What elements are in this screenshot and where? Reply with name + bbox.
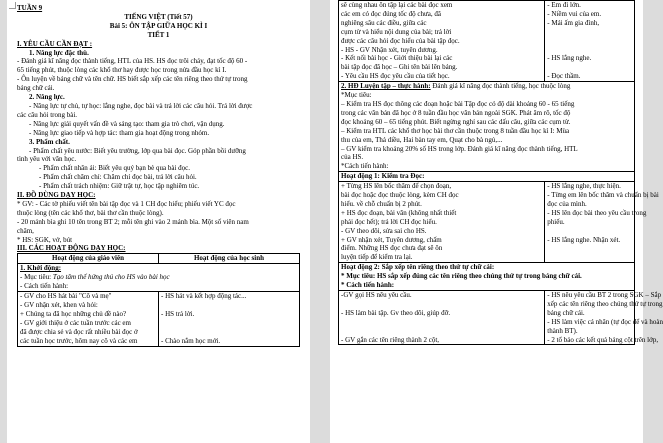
text-line: nghiêng sâu các điều, giữa các [341, 18, 427, 27]
text-line: - Năng lực giao tiếp và hợp tác: tham gia hoạt động trong nhóm. [29, 128, 210, 137]
table-row [18, 292, 300, 346]
activity-2-goal: * Mục tiêu: HS sắp xếp đúng các tên riêng theo chúng thứ tự trong bảng chữ cái. [341, 272, 582, 281]
goal-label: *Mục tiêu: [341, 91, 372, 100]
right-page [330, 0, 663, 443]
text-line: 65 tiếng phút, thuộc lòng các khổ thơ hay được học trong nửa đầu học kì I. [17, 66, 227, 75]
activities-table [17, 253, 300, 346]
text-line: + GV nhận xét, Tuyên dương, chấm [341, 235, 442, 244]
text-line: - Phẩm chất chăm chỉ: Chăm chỉ đọc bài, trả lời câu hỏi. [39, 173, 197, 182]
warmup-title: 1. Khởi động: [20, 264, 62, 273]
text-line: thu của em, Thả diều, Hai bàn tay em, Quạt cho bà ngủ,... [341, 135, 503, 144]
text-line: *Cách tiến hành: [341, 162, 389, 171]
text-line: - Đọc thầm. [547, 72, 581, 81]
spacer [341, 318, 542, 327]
text-line [161, 328, 297, 337]
table-row [339, 182, 635, 263]
practice-title-rest: Đánh giá kĩ năng đọc thành tiếng, học thuộc lòng [432, 82, 571, 91]
text-line: cụm từ và hiểu nội dung của bài; trả lời [341, 27, 452, 36]
student-cell [545, 182, 659, 263]
text-line [161, 319, 297, 328]
week-label: TUẦN 9 [17, 4, 43, 12]
text-line: - GV cho HS hát bài "Cô và mẹ" [20, 292, 112, 301]
text-line: * HS: SGK, vở, bút [17, 235, 73, 244]
teacher-cell [339, 291, 545, 345]
subsection-heading: 3. Phẩm chất. [29, 137, 70, 146]
text-line: - HS trả lời. [161, 309, 195, 318]
text-line: - HS lắng nghe. [547, 54, 592, 63]
section-1-title: I. YÊU CẦU CẦN ĐẠT : [17, 39, 93, 48]
subsection-heading: 2. Năng lực. [29, 93, 65, 102]
warmup-cell [18, 264, 300, 292]
student-cell [545, 1, 635, 82]
text-line: châm, [17, 226, 34, 235]
student-cell [159, 292, 300, 346]
text-line: - Mái ấm gia đình, [547, 18, 600, 27]
text-line: được các câu hỏi đọc hiểu của bài tập đọc. [341, 36, 460, 45]
text-line: – GV kiểm tra khoảng 20% số HS trong lớp. Đánh giá kĩ năng đọc thành tiếng, HTL [341, 144, 578, 153]
spacer [547, 253, 632, 262]
text-line: đọc khoảng 60 – 65 tiếng phút. Biết ngừng nghỉ sau các dấu câu, giữa các cụm từ. [341, 117, 571, 126]
spacer [547, 227, 632, 236]
text-line: xếp các tên riêng theo chúng thứ tự trong [547, 299, 663, 308]
activity-1-title: Hoạt động 1: Kiểm tra Đọc: [341, 172, 425, 181]
spacer [341, 327, 542, 336]
text-line: - GV theo dõi, sửa sai cho HS. [341, 226, 427, 235]
text-line: – Kiểm tra HS đọc thông các đoạn hoặc bài Tập đọc có độ dài khoảng 60 - 65 tiếng [341, 99, 575, 108]
text-line: các em có đọc đúng tốc độ chưa, đã [341, 9, 442, 18]
text-line: luyện tiếp để kiểm tra lại. [341, 253, 413, 262]
practice-title [341, 82, 632, 91]
spacer [547, 37, 632, 46]
text-line: đọc của mình. [547, 199, 587, 208]
text-line: - 2 tổ bảo các kết quả bảng cột trên lớp, [547, 335, 659, 344]
text-line: - Phẩm chất nhân ái: Biết yêu quý bạn bè qua bài đọc. [39, 164, 191, 173]
text-line: - Năng lực giải quyết vấn đề và sáng tạo: tham gia trò chơi, vận dụng. [29, 119, 225, 128]
subject-title: TIẾNG VIỆT (Tiết 57) [124, 12, 193, 21]
text-line: thành BT). [547, 326, 578, 335]
method-label: * Cách tiến hành: [341, 281, 395, 290]
text-line: - HS nêu yêu cầu BT 2 trong SGK – Sắp [547, 291, 662, 299]
text-line: - Em đi lớn. [547, 1, 581, 9]
teacher-cell [18, 292, 159, 346]
section-2-title: II. ĐỒ DÙNG DẠY HỌC: [17, 191, 96, 200]
text-line: bảng chữ cái. [17, 84, 55, 93]
text-line: - Yêu cầu HS đọc yêu cầu của tiết học. [341, 72, 450, 81]
period-title: TIẾT 1 [147, 30, 170, 39]
text-line: – Kiểm tra HTL các khổ thơ học bài thơ cần thuộc trong 8 tuần đầu học kì I: Mùa [341, 126, 570, 135]
text-line: bài tập đọc đã học – Ghi tên bài lên bảng. [341, 63, 458, 72]
subsection-heading: 1. Năng lực đặc thù. [29, 48, 89, 57]
text-line: - GV nhận xét, khen và hỏi: [20, 301, 98, 309]
spacer [547, 63, 632, 72]
teacher-cell [339, 182, 545, 263]
text-line: - Ôn luyện về bảng chữ và tên chữ. HS biết sắp xếp các tên riêng theo thứ tự trong [17, 75, 248, 84]
text-line: trong các văn bản đã học ở 8 tuần đầu học văn bản ngoài SGK. Phát âm rõ, tốc độ [341, 108, 571, 117]
text-line: thuộc lòng (tên các khổ thơ, bài thơ cần thuộc lòng). [17, 208, 164, 217]
left-page [7, 0, 310, 443]
text-line: hiểu. về chỗ chuẩn bị 2 phút. [341, 199, 422, 208]
text-line: - Niềm vui của em. [547, 9, 602, 18]
text-line: - HS lắng nghe, thực hiện. [547, 182, 621, 191]
goal-text: Tạo tâm thế hứng thú cho HS vào bài học [52, 273, 170, 282]
text-line: - 20 mảnh bìa ghi 10 tên trong BT 2; mỗi tên ghi vào 2 mảnh bìa. Một số viên nam [17, 217, 249, 226]
text-line: - GV giới thiệu ở các tuần trước các em [20, 318, 131, 327]
text-line: - Chào nắm học mới. [161, 336, 221, 345]
column-header-teacher: Hoạt động của giáo viên [18, 254, 159, 264]
spacer [547, 28, 632, 37]
text-line: điểm. Những HS đọc chưa đạt sẽ ôn [341, 244, 443, 253]
text-line: của HS. [341, 153, 364, 162]
text-line: - HS hát và kết hợp động tác... [161, 292, 247, 301]
spacer [547, 244, 632, 253]
text-line: + HS đọc đoạn, bài văn (không nhất thiết [341, 208, 457, 217]
text-line: - HS làm bài tập. Gv theo dõi, giúp đỡ. [341, 308, 451, 317]
competency-paragraph [17, 57, 300, 93]
text-line: tình yêu với văn học. [17, 155, 77, 164]
text-line: - Năng lực tự chủ, tự học: lắng nghe, đọc bài và trả lời các câu hỏi. Trả lời được [29, 101, 253, 110]
text-line: phải đọc hết); trả lời CH đọc hiểu. [341, 217, 437, 226]
column-header-student: Hoạt động của học sinh [159, 254, 300, 264]
activity-1-header [339, 172, 635, 182]
text-line: - HS lên đọc bài theo yêu cầu trong [547, 208, 647, 217]
goal-label: - Mục tiêu: [20, 273, 52, 282]
text-line: - HS - GV Nhận xét, tuyên dương. [341, 45, 438, 54]
text-line: - Phẩm chất yêu nước: Biết yêu trường, lớp qua bài đọc. Góp phần bồi dưỡng [29, 146, 246, 155]
text-line: + Chúng ta đã học những chủ đề nào? [20, 309, 127, 318]
activity-2-header [339, 263, 635, 291]
spacer [341, 300, 542, 309]
text-line: phiếu. [547, 217, 565, 226]
text-line: bài đọc hoặc đọc thuộc lòng, kèm CH đọc [341, 191, 459, 200]
text-line: -GV gọi HS nêu yêu cầu. [341, 291, 412, 299]
text-line: đã được chia sẻ và đọc rất nhiều bài đọc ở [20, 327, 138, 336]
practice-cell [339, 82, 635, 172]
text-line: * GV: - Các tờ phiếu viết tên bài tập đọc và 1 CH đọc hiểu; phiếu viết YC đọc [17, 199, 236, 208]
lesson-title: Bài 5: ÔN TẬP GIỮA HỌC KÌ I [109, 21, 208, 30]
text-line: - Kết nối bài học - Giới thiệu bài lại các [341, 54, 453, 63]
text-line: các tuần học trước, hôm nay cô và các em [20, 336, 138, 345]
warmup-goal [20, 273, 297, 282]
text-line [161, 301, 297, 310]
spacer [547, 46, 632, 55]
text-line: - HS lắng nghe. Nhận xét. [547, 235, 621, 244]
text-line: - HS làm việc cá nhân (tự đọc để và hoàn [547, 317, 663, 326]
practice-title-label: 2. HĐ Luyện tập – thực hành: [341, 82, 431, 91]
text-line: bảng chữ cái. [547, 308, 585, 317]
text-line: + Từng HS lên bốc thăm để chọn đoạn, [341, 182, 452, 191]
activities-table-continued [338, 0, 663, 345]
text-line: sẽ cùng nhau ôn tập lại các bài đọc xem [341, 1, 453, 9]
text-line: các câu hỏi trong bài. [17, 110, 78, 119]
text-line: - Phẩm chất trách nhiệm: Giữ trật tự, học tập nghiêm túc. [39, 182, 200, 191]
table-row [339, 291, 635, 345]
student-cell [545, 291, 663, 345]
text-line: - Đánh giá kĩ năng đọc thành tiếng, HTL của HS. HS đọc trôi chảy, đạt tốc độ 60 - [17, 57, 248, 66]
method-label: - Cách tiến hành: [20, 282, 69, 291]
section-3-title: III. CÁC HOẠT ĐỘNG DẠY HỌC: [17, 244, 126, 253]
text-line: - GV gắn các tên riêng thành 2 cột, [341, 335, 440, 344]
margin-mark [9, 2, 16, 9]
table-row [339, 1, 635, 82]
activity-2-title: Hoạt động 2: Sắp xếp tên riêng theo thứ tự chữ cái: [341, 263, 495, 272]
text-line: - Từng em lên bốc thăm và chuẩn bị bài [547, 191, 659, 200]
teacher-cell [339, 1, 545, 82]
